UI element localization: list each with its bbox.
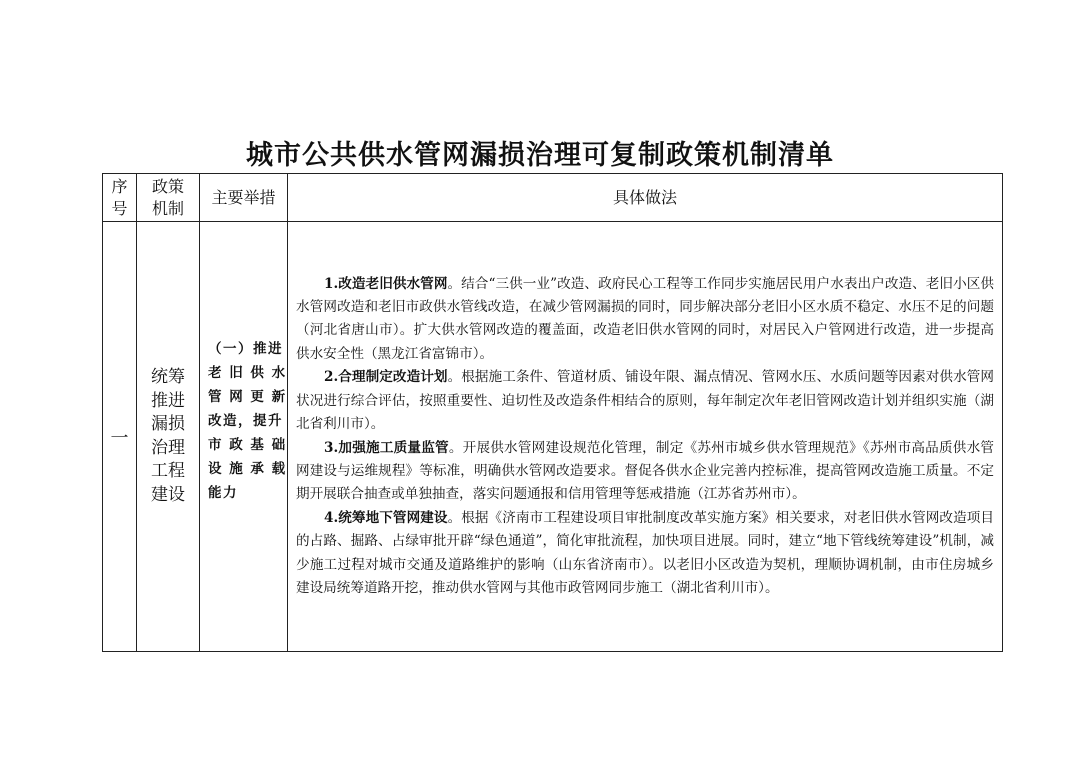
detail-item-heading: 1.改造老旧供水管网	[324, 275, 448, 292]
measure-cell	[200, 222, 288, 652]
measure-line: （一）推进	[208, 340, 283, 357]
detail-item-text: 。结合“三供一业”改造、政府民心工程等工作同步实施居民用户水表出户改造、老旧小区供水管网改造和老旧市政供水管线改造，在减少管网漏损的同时，同步解决部分老旧小区水质不稳定、水压不足的问题（河北省唐山市）。扩大供水管网改造的覆盖面，改造老旧供水管网的同时，对居民入户管网进行改造，进一步提高供水安全性（黑龙江省富锦市）。	[296, 275, 994, 362]
header-measures: 主要举措	[200, 174, 288, 222]
detail-item	[296, 437, 994, 507]
table-header-row	[103, 174, 1003, 222]
policy-table	[102, 173, 1003, 652]
detail-item	[296, 366, 994, 436]
header-num-line: 序	[111, 176, 128, 196]
mechanism-line: 统筹	[151, 367, 185, 387]
detail-item	[296, 273, 994, 367]
detail-item-heading: 2.合理制定改造计划	[324, 369, 448, 386]
mechanism-line: 漏损	[151, 414, 185, 434]
detail-item-heading: 4.统筹地下管网建设	[324, 509, 448, 526]
detail-item-text: 。根据施工条件、管道材质、铺设年限、漏点情况、管网水压、水质问题等因素对供水管网状况进行综合评估，按照重要性、迫切性及改造条件相结合的原则，每年制定次年老旧管网改造计划并组织实施（湖北省利川市）。	[296, 369, 994, 433]
detail-item	[296, 507, 994, 601]
measure-line: 能力	[208, 484, 238, 501]
header-num	[103, 174, 137, 222]
header-mechanism-line: 机制	[151, 198, 184, 218]
detail-item-heading: 3.加强施工质量监管	[324, 439, 449, 456]
header-mechanism-line: 政策	[151, 176, 184, 196]
header-mechanism	[137, 174, 200, 222]
detail-item-text: 。根据《济南市工程建设项目审批制度改革实施方案》相关要求，对老旧供水管网改造项目的占路、掘路、占绿审批开辟“绿色通道”，简化审批流程，加快项目进展。同时，建立“地下管线统筹建设”机制，减少施工过程对城市交通及道路维护的影响（山东省济南市）。以老旧小区改造为契机，理顺协调机制，由市住房城乡建设局统筹道路开挖，推动供水管网与其他市政管网同步施工（湖北省利川市）。	[296, 509, 994, 596]
measure-line: 设 施 承 载	[208, 460, 287, 477]
details-cell	[288, 222, 1003, 652]
page-title: 城市公共供水管网漏损治理可复制政策机制清单	[246, 140, 834, 171]
measure-line: 老 旧 供 水	[208, 364, 287, 381]
mechanism-cell	[137, 222, 200, 652]
header-num-line: 号	[111, 198, 128, 218]
measure-line: 管 网 更 新	[208, 388, 287, 405]
measure-line: 市 政 基 础	[208, 436, 287, 453]
row-number: 一	[103, 222, 137, 652]
mechanism-line: 治理	[151, 437, 185, 458]
mechanism-line: 工程	[151, 461, 185, 481]
mechanism-line: 建设	[151, 484, 185, 505]
measure-line: 改造，提升	[208, 412, 283, 429]
mechanism-line: 推进	[151, 390, 185, 411]
table-row	[103, 222, 1003, 652]
detail-item-text: 。开展供水管网建设规范化管理，制定《苏州市城乡供水管理规范》《苏州市高品质供水管网建设与运维规程》等标准，明确供水管网改造要求。督促各供水企业完善内控标准，提高管网改造施工质量。不定期开展联合抽查或单独抽查，落实问题通报和信用管理等惩戒措施（江苏省苏州市）。	[296, 439, 994, 503]
header-details: 具体做法	[288, 174, 1003, 222]
